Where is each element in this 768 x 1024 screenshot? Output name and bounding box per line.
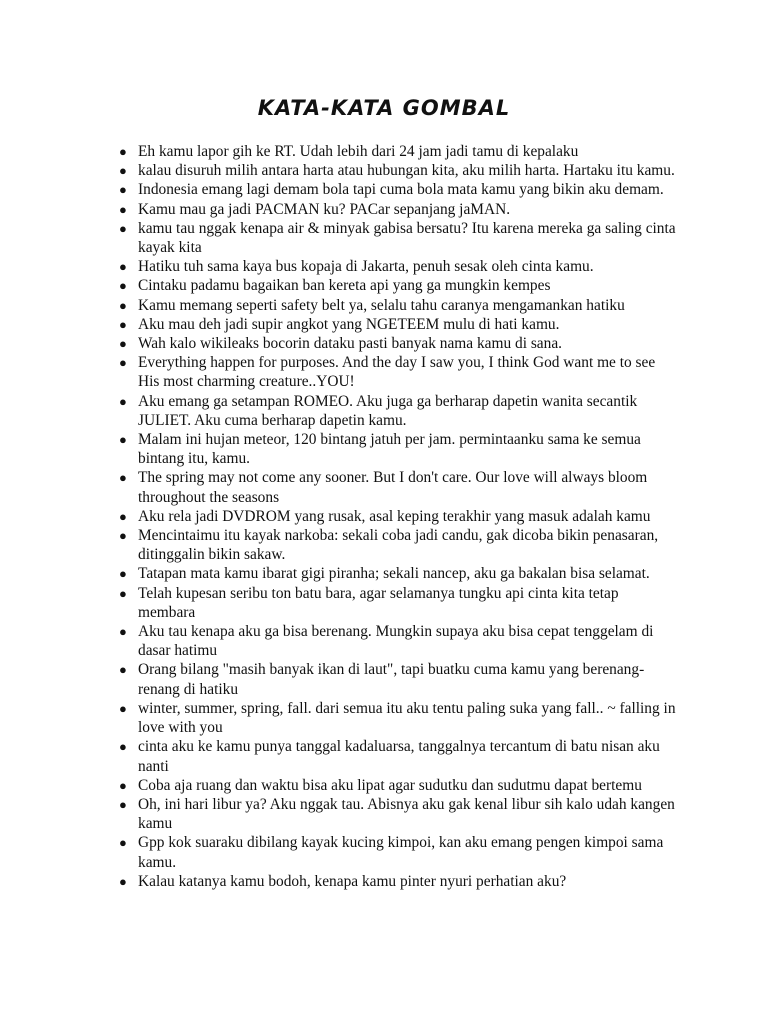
list-item-text: Wah kalo wikileaks bocorin dataku pasti banyak nama kamu di sana.	[138, 335, 563, 353]
list-item	[119, 468, 679, 506]
list-item-text: Aku rela jadi DVDROM yang rusak, asal keping terakhir yang masuk adalah kamu	[138, 507, 651, 525]
bullet-icon: ●	[119, 796, 127, 812]
list-item-text: Kamu mau ga jadi PACMAN ku? PACar sepanjang jaMAN.	[138, 200, 511, 218]
bullet-icon: ●	[119, 528, 127, 544]
bullet-icon: ●	[119, 873, 127, 889]
document-title: KATA-KATA GOMBAL	[257, 96, 511, 120]
bullet-icon: ●	[119, 432, 127, 448]
list-item-text: kalau disuruh milih antara harta atau hubungan kita, aku milih harta. Hartaku itu kamu.	[138, 162, 675, 180]
list-item-text: Hatiku tuh sama kaya bus kopaja di Jakarta, penuh sesak oleh cinta kamu.	[138, 258, 594, 276]
list-item	[119, 315, 679, 334]
list-item-text: Malam ini hujan meteor, 120 bintang jatuh per jam. permintaanku sama ke semua bintang itu, kamu.	[138, 431, 641, 468]
bullet-list	[119, 142, 679, 891]
list-item-text: Indonesia emang lagi demam bola tapi cuma bola mata kamu yang bikin aku demam.	[138, 181, 664, 199]
list-item	[119, 334, 679, 353]
list-item	[119, 296, 679, 315]
list-item	[119, 392, 679, 430]
bullet-icon: ●	[119, 470, 127, 486]
bullet-icon: ●	[119, 316, 127, 332]
list-item	[119, 507, 679, 526]
list-item-text: Eh kamu lapor gih ke RT. Udah lebih dari 24 jam jadi tamu di kepalaku	[138, 143, 579, 160]
bullet-icon: ●	[119, 662, 127, 678]
list-item-text: Tatapan mata kamu ibarat gigi piranha; sekali nancep, aku ga bakalan bisa selamat.	[138, 565, 650, 583]
list-item	[119, 564, 679, 583]
bullet-icon: ●	[119, 297, 127, 313]
list-item	[119, 353, 679, 391]
bullet-icon: ●	[119, 624, 127, 640]
list-item	[119, 737, 679, 775]
list-item	[119, 257, 679, 276]
bullet-icon: ●	[119, 144, 127, 159]
bullet-icon: ●	[119, 393, 127, 409]
list-item-text: Telah kupesan seribu ton batu bara, agar selamanya tungku api cinta kita tetap membara	[138, 584, 619, 621]
list-item	[119, 276, 679, 295]
list-item-text: Aku tau kenapa aku ga bisa berenang. Mungkin supaya aku bisa cepat tenggelam di dasar hatimu	[138, 623, 654, 660]
list-item-text: Oh, ini hari libur ya? Aku nggak tau. Abisnya aku gak kenal libur sih kalo udah kangen kamu	[138, 795, 675, 833]
bullet-icon: ●	[119, 739, 127, 755]
list-item-text: Kamu memang seperti safety belt ya, selalu tahu caranya mengamankan hatiku	[138, 296, 625, 314]
list-item-text: Everything happen for purposes. And the day I saw you, I think God want me to see His most charming creature..YOU!	[138, 354, 656, 391]
list-item-text: winter, summer, spring, fall. dari semua itu aku tentu paling suka yang fall.. ~ falling in love with you	[138, 699, 676, 737]
list-item-text: Cintaku padamu bagaikan ban kereta api yang ga mungkin kempes	[138, 277, 551, 295]
bullet-icon: ●	[119, 220, 127, 236]
list-item-text: Orang bilang "masih banyak ikan di laut", tapi buatku cuma kamu yang berenang-renang di hatiku	[138, 661, 645, 698]
list-item	[119, 795, 679, 833]
list-item-text: Kalau katanya kamu bodoh, kenapa kamu pinter nyuri perhatian aku?	[138, 872, 567, 890]
list-item	[119, 584, 679, 622]
list-item	[119, 180, 679, 199]
list-item	[119, 872, 679, 891]
list-item-text: Gpp kok suaraku dibilang kayak kucing kimpoi, kan aku emang pengen kimpoi sama kamu.	[138, 834, 664, 871]
list-item-text: Aku mau deh jadi supir angkot yang NGETEEM mulu di hati kamu.	[138, 315, 560, 333]
list-item	[119, 776, 679, 795]
bullet-icon: ●	[119, 585, 127, 601]
bullet-icon: ●	[119, 259, 127, 275]
bullet-icon: ●	[119, 835, 127, 851]
list-item	[119, 699, 679, 737]
list-item	[119, 622, 679, 660]
list-item	[119, 200, 679, 219]
list-item	[119, 526, 679, 564]
list-item	[119, 219, 679, 257]
list-item	[119, 660, 679, 698]
bullet-icon: ●	[119, 201, 127, 217]
list-item-text: kamu tau nggak kenapa air & minyak gabisa bersatu? Itu karena mereka ga saling cinta kayak kita	[138, 219, 676, 257]
bullet-icon: ●	[119, 508, 127, 524]
list-item	[119, 142, 679, 161]
list-item-text: Coba aja ruang dan waktu bisa aku lipat agar sudutku dan sudutmu dapat bertemu	[138, 776, 642, 794]
list-item-text: The spring may not come any sooner. But I don't care. Our love will always bloom throughout the seasons	[138, 469, 648, 506]
list-item-text: cinta aku ke kamu punya tanggal kadaluarsa, tanggalnya tercantum di batu nisan aku nanti	[138, 738, 660, 775]
list-item	[119, 430, 679, 468]
list-item-text: Aku emang ga setampan ROMEO. Aku juga ga berharap dapetin wanita secantik JULIET. Aku cuma berharap dapetin kamu.	[138, 392, 638, 429]
bullet-icon: ●	[119, 163, 127, 179]
bullet-icon: ●	[119, 700, 127, 716]
bullet-icon: ●	[119, 355, 127, 371]
bullet-icon: ●	[119, 336, 127, 352]
bullet-icon: ●	[119, 182, 127, 198]
list-item-text: Mencintaimu itu kayak narkoba: sekali coba jadi candu, gak dicoba bikin penasaran, ditinggalin bikin sakaw.	[138, 527, 659, 564]
list-item	[119, 161, 679, 180]
bullet-icon: ●	[119, 777, 127, 793]
list-item	[119, 833, 679, 871]
bullet-icon: ●	[119, 278, 127, 294]
bullet-icon: ●	[119, 566, 127, 582]
